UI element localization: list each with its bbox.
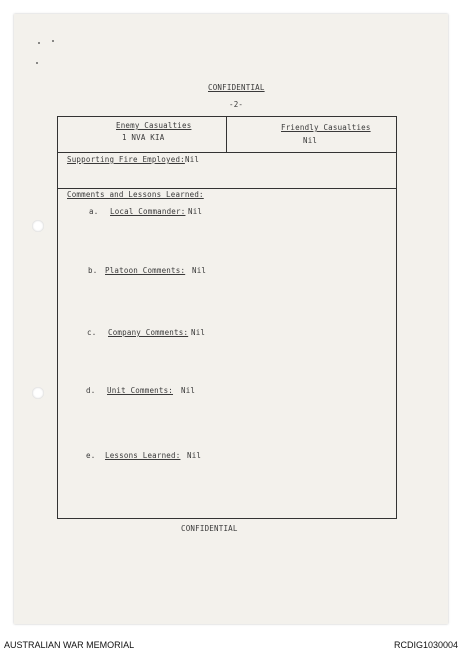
- paper-speck: [38, 42, 40, 44]
- archive-caption: [0, 638, 462, 653]
- page-number: -2-: [229, 100, 244, 109]
- comment-label: Lessons Learned:: [105, 451, 181, 460]
- paper-speck: [36, 62, 38, 64]
- comment-value: Nil: [187, 451, 202, 460]
- supporting-fire-value: Nil: [185, 155, 200, 164]
- comment-letter: c.: [87, 328, 97, 337]
- footer-classification: CONFIDENTIAL: [181, 524, 238, 533]
- comment-value: Nil: [191, 328, 206, 337]
- paper-speck: [52, 40, 54, 42]
- punch-hole-lower: [32, 387, 44, 399]
- supporting-fire-label: Supporting Fire Employed:: [67, 155, 185, 164]
- row-divider-casualties: [57, 152, 396, 153]
- comment-value: Nil: [181, 386, 196, 395]
- comment-label: Company Comments:: [108, 328, 189, 337]
- comment-letter: a.: [89, 207, 99, 216]
- archive-name: AUSTRALIAN WAR MEMORIAL: [4, 640, 135, 650]
- enemy-casualties-value: 1 NVA KIA: [122, 133, 165, 142]
- comment-label: Unit Comments:: [107, 386, 174, 395]
- comment-letter: e.: [86, 451, 96, 460]
- document-page: [14, 14, 448, 624]
- comment-letter: d.: [86, 386, 96, 395]
- row-divider-supporting-fire: [57, 188, 396, 189]
- column-divider: [226, 116, 227, 153]
- friendly-casualties-label: Friendly Casualties: [281, 123, 371, 132]
- punch-hole-upper: [32, 220, 44, 232]
- friendly-casualties-value: Nil: [303, 136, 318, 145]
- comment-letter: b.: [88, 266, 98, 275]
- comment-value: Nil: [188, 207, 203, 216]
- enemy-casualties-label: Enemy Casualties: [116, 121, 192, 130]
- header-classification: CONFIDENTIAL: [208, 83, 265, 92]
- comment-label: Platoon Comments:: [105, 266, 186, 275]
- comment-value: Nil: [192, 266, 207, 275]
- comment-label: Local Commander:: [110, 207, 186, 216]
- comments-heading: Comments and Lessons Learned:: [67, 190, 204, 199]
- record-id: RCDIG1030004: [393, 640, 458, 650]
